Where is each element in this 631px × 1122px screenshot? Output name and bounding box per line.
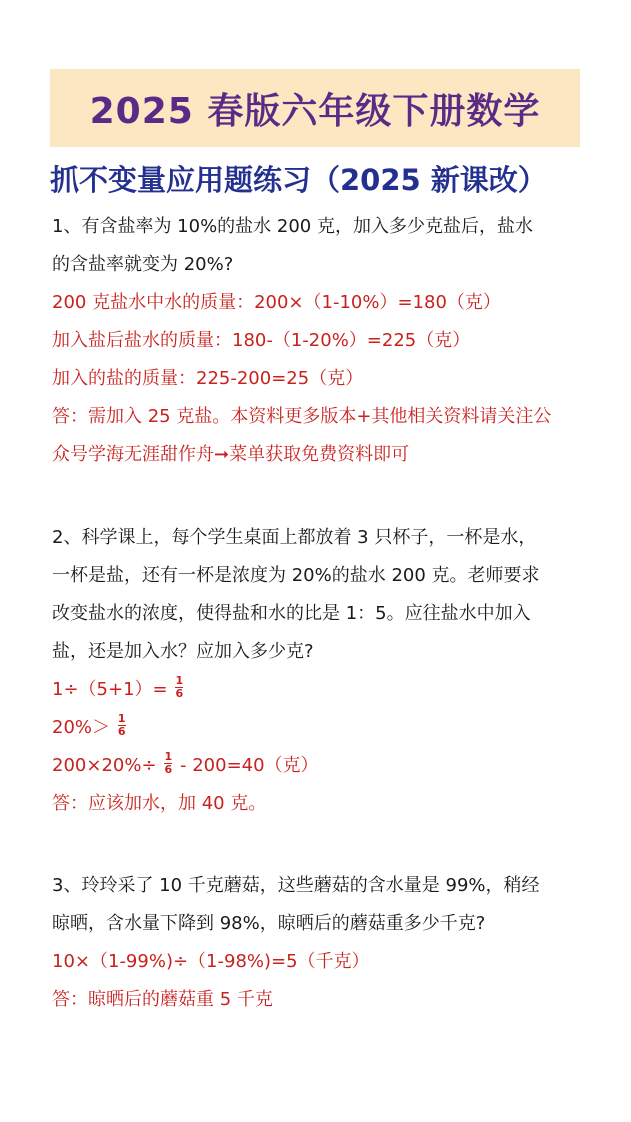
answer-line: 10×（1-99%)÷（1-98%)=5（千克） — [52, 951, 370, 972]
formula-text: - 200=40（克） — [180, 755, 319, 776]
question-line: 盐，还是加入水？应加入多少克? — [52, 641, 314, 662]
fraction — [118, 713, 126, 738]
fraction-denominator: 6 — [117, 724, 126, 738]
fraction-numerator: 1 — [175, 673, 184, 687]
fraction-denominator: 6 — [175, 686, 184, 700]
question-line: 晾晒，含水量下降到 98%，晾晒后的蘑菇重多少千克? — [52, 913, 486, 934]
question-line: 的含盐率就变为 20%? — [52, 254, 234, 275]
answer-line: 答：需加入 25 克盐。本资料更多版本+其他相关资料请关注公 — [52, 406, 552, 427]
answer-line: 众号学海无涯甜作舟➞菜单获取免费资料即可 — [52, 444, 410, 465]
question-line: 3、玲玲采了 10 千克蘑菇，这些蘑菇的含水量是 99%，稍经 — [52, 875, 540, 896]
fraction-numerator: 1 — [117, 711, 126, 725]
answer-line — [52, 709, 592, 747]
title-banner — [50, 69, 580, 147]
answer-line — [52, 671, 592, 709]
answer-line: 答：应该加水，加 40 克。 — [52, 793, 267, 814]
fraction — [175, 675, 183, 700]
formula-text: 200×20%÷ — [52, 755, 157, 776]
content — [52, 208, 592, 1019]
problem-1 — [52, 208, 592, 474]
question-line: 改变盐水的浓度，使得盐和水的比是 1：5。应往盐水中加入 — [52, 603, 531, 624]
formula-text: 20%＞ — [52, 717, 111, 738]
answer-line: 200 克盐水中水的质量：200×（1-10%）=180（克） — [52, 292, 501, 313]
question-line: 2、科学课上，每个学生桌面上都放着 3 只杯子，一杯是水， — [52, 527, 537, 548]
fraction — [164, 751, 172, 776]
formula-text: 1÷（5+1）= — [52, 679, 168, 700]
page-title: 2025 春版六年级下册数学 — [89, 90, 541, 132]
question-line: 一杯是盐，还有一杯是浓度为 20%的盐水 200 克。老师要求 — [52, 565, 540, 586]
answer-line: 加入盐后盐水的质量：180-（1-20%）=225（克） — [52, 330, 471, 351]
answer-line: 答：晾晒后的蘑菇重 5 千克 — [52, 989, 273, 1010]
problem-2 — [52, 519, 592, 823]
answer-line: 加入的盐的质量：225-200=25（克） — [52, 368, 364, 389]
problem-3 — [52, 867, 592, 1019]
fraction-denominator: 6 — [164, 762, 173, 776]
question-line: 1、有含盐率为 10%的盐水 200 克，加入多少克盐后，盐水 — [52, 216, 533, 237]
page-subtitle: 抓不变量应用题练习（2025 新课改） — [50, 163, 547, 197]
answer-line — [52, 747, 592, 785]
fraction-numerator: 1 — [164, 749, 173, 763]
